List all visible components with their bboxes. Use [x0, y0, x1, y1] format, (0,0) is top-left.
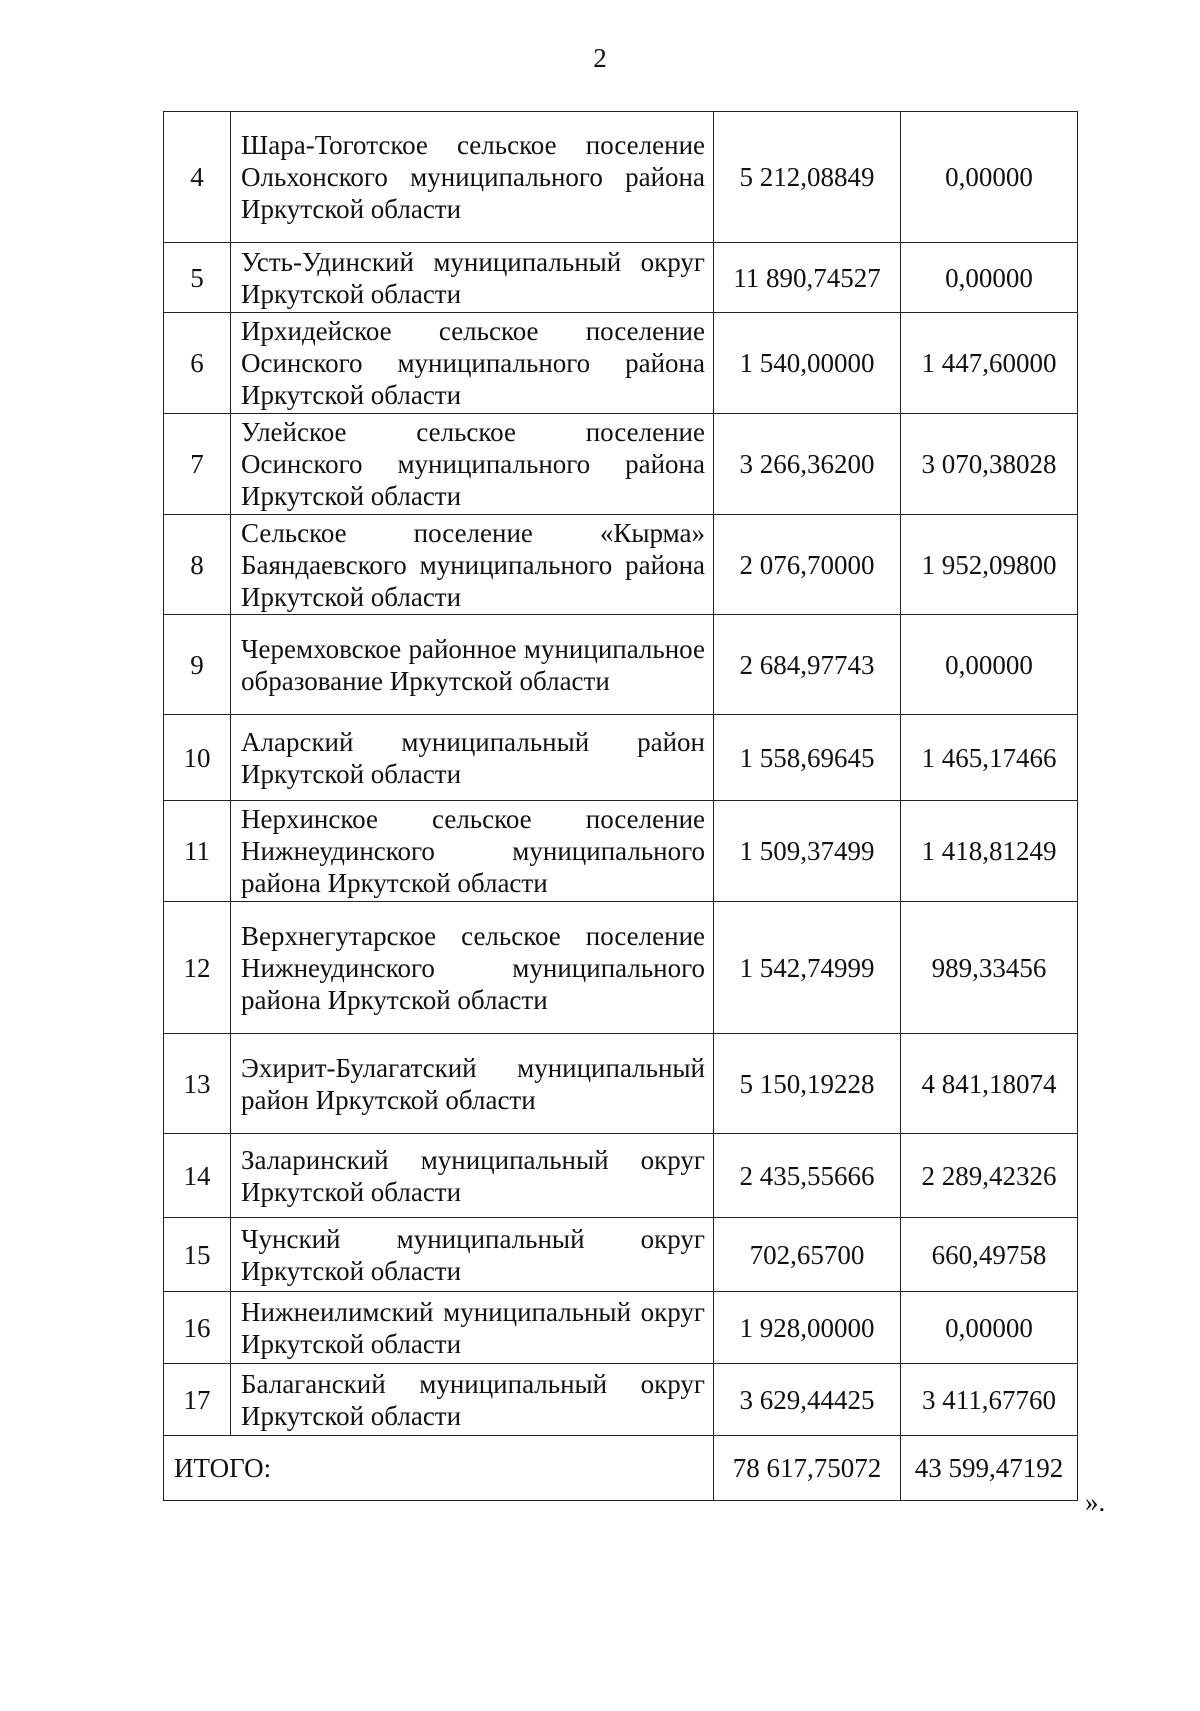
- row-number: 7: [164, 414, 231, 515]
- amount-total: 2 076,70000: [714, 515, 901, 615]
- amount-second: 3 070,38028: [901, 414, 1078, 515]
- amount-total: 5 150,19228: [714, 1034, 901, 1134]
- total-amount-total: 78 617,75072: [714, 1436, 901, 1501]
- amount-total: 1 928,00000: [714, 1292, 901, 1364]
- row-number: 16: [164, 1292, 231, 1364]
- amount-second: 4 841,18074: [901, 1034, 1078, 1134]
- amount-total: 2 684,97743: [714, 615, 901, 715]
- row-number: 8: [164, 515, 231, 615]
- table-row: [164, 1292, 1078, 1364]
- amount-total: 11 890,74527: [714, 243, 901, 313]
- row-number: 14: [164, 1134, 231, 1218]
- table-row: [164, 902, 1078, 1034]
- municipality-name: Усть-Удинский муниципальный округ Иркутской области: [231, 243, 714, 313]
- municipality-name: Заларинский муниципальный округ Иркутской области: [231, 1134, 714, 1218]
- amount-second: 1 952,09800: [901, 515, 1078, 615]
- amount-second: 660,49758: [901, 1218, 1078, 1292]
- table-row: [164, 313, 1078, 414]
- amount-total: 3 629,44425: [714, 1364, 901, 1436]
- amount-total: 2 435,55666: [714, 1134, 901, 1218]
- table-row: [164, 1364, 1078, 1436]
- row-number: 10: [164, 715, 231, 801]
- amount-second: 1 447,60000: [901, 313, 1078, 414]
- amount-second: 989,33456: [901, 902, 1078, 1034]
- table-row: [164, 615, 1078, 715]
- row-number: 13: [164, 1034, 231, 1134]
- row-number: 17: [164, 1364, 231, 1436]
- table-row: [164, 243, 1078, 313]
- table-row: [164, 1034, 1078, 1134]
- closing-quote: ».: [1085, 1487, 1106, 1517]
- municipality-name: Ирхидейское сельское поселение Осинского муниципального района Иркутской области: [231, 313, 714, 414]
- municipality-name: Верхнегутарское сельское поселение Нижнеудинского муниципального района Иркутской области: [231, 902, 714, 1034]
- amount-total: 1 509,37499: [714, 801, 901, 902]
- municipality-name: Черемховское районное муниципальное образование Иркутской области: [231, 615, 714, 715]
- row-number: 9: [164, 615, 231, 715]
- total-row: [164, 1436, 1078, 1501]
- total-label: ИТОГО:: [164, 1436, 714, 1501]
- funding-table: [163, 111, 1078, 1501]
- amount-second: 0,00000: [901, 243, 1078, 313]
- table-row: [164, 515, 1078, 615]
- amount-second: 1 465,17466: [901, 715, 1078, 801]
- table-row: [164, 1134, 1078, 1218]
- page-number: 2: [593, 43, 607, 73]
- municipality-name: Аларский муниципальный район Иркутской области: [231, 715, 714, 801]
- municipality-name: Улейское сельское поселение Осинского муниципального района Иркутской области: [231, 414, 714, 515]
- amount-second: 1 418,81249: [901, 801, 1078, 902]
- amount-second: 2 289,42326: [901, 1134, 1078, 1218]
- amount-second: 0,00000: [901, 1292, 1078, 1364]
- amount-total: 702,65700: [714, 1218, 901, 1292]
- municipality-name: Шара-Тоготское сельское поселение Ольхонского муниципального района Иркутской области: [231, 112, 714, 243]
- amount-second: 0,00000: [901, 615, 1078, 715]
- municipality-name: Чунский муниципальный округ Иркутской области: [231, 1218, 714, 1292]
- municipality-name: Нижнеилимский муниципальный округ Иркутской области: [231, 1292, 714, 1364]
- amount-total: 1 558,69645: [714, 715, 901, 801]
- row-number: 11: [164, 801, 231, 902]
- municipality-name: Эхирит-Булагатский муниципальный район Иркутской области: [231, 1034, 714, 1134]
- row-number: 4: [164, 112, 231, 243]
- row-number: 15: [164, 1218, 231, 1292]
- amount-total: 1 542,74999: [714, 902, 901, 1034]
- row-number: 6: [164, 313, 231, 414]
- amount-total: 1 540,00000: [714, 313, 901, 414]
- municipality-name: Сельское поселение «Кырма» Баяндаевского муниципального района Иркутской области: [231, 515, 714, 615]
- municipality-name: Нерхинское сельское поселение Нижнеудинского муниципального района Иркутской области: [231, 801, 714, 902]
- row-number: 5: [164, 243, 231, 313]
- row-number: 12: [164, 902, 231, 1034]
- total-amount-second: 43 599,47192: [901, 1436, 1078, 1501]
- table-row: [164, 1218, 1078, 1292]
- table-row: [164, 112, 1078, 243]
- amount-total: 5 212,08849: [714, 112, 901, 243]
- table-row: [164, 414, 1078, 515]
- table-row: [164, 715, 1078, 801]
- amount-total: 3 266,36200: [714, 414, 901, 515]
- amount-second: 3 411,67760: [901, 1364, 1078, 1436]
- amount-second: 0,00000: [901, 112, 1078, 243]
- municipality-name: Балаганский муниципальный округ Иркутской области: [231, 1364, 714, 1436]
- table-row: [164, 801, 1078, 902]
